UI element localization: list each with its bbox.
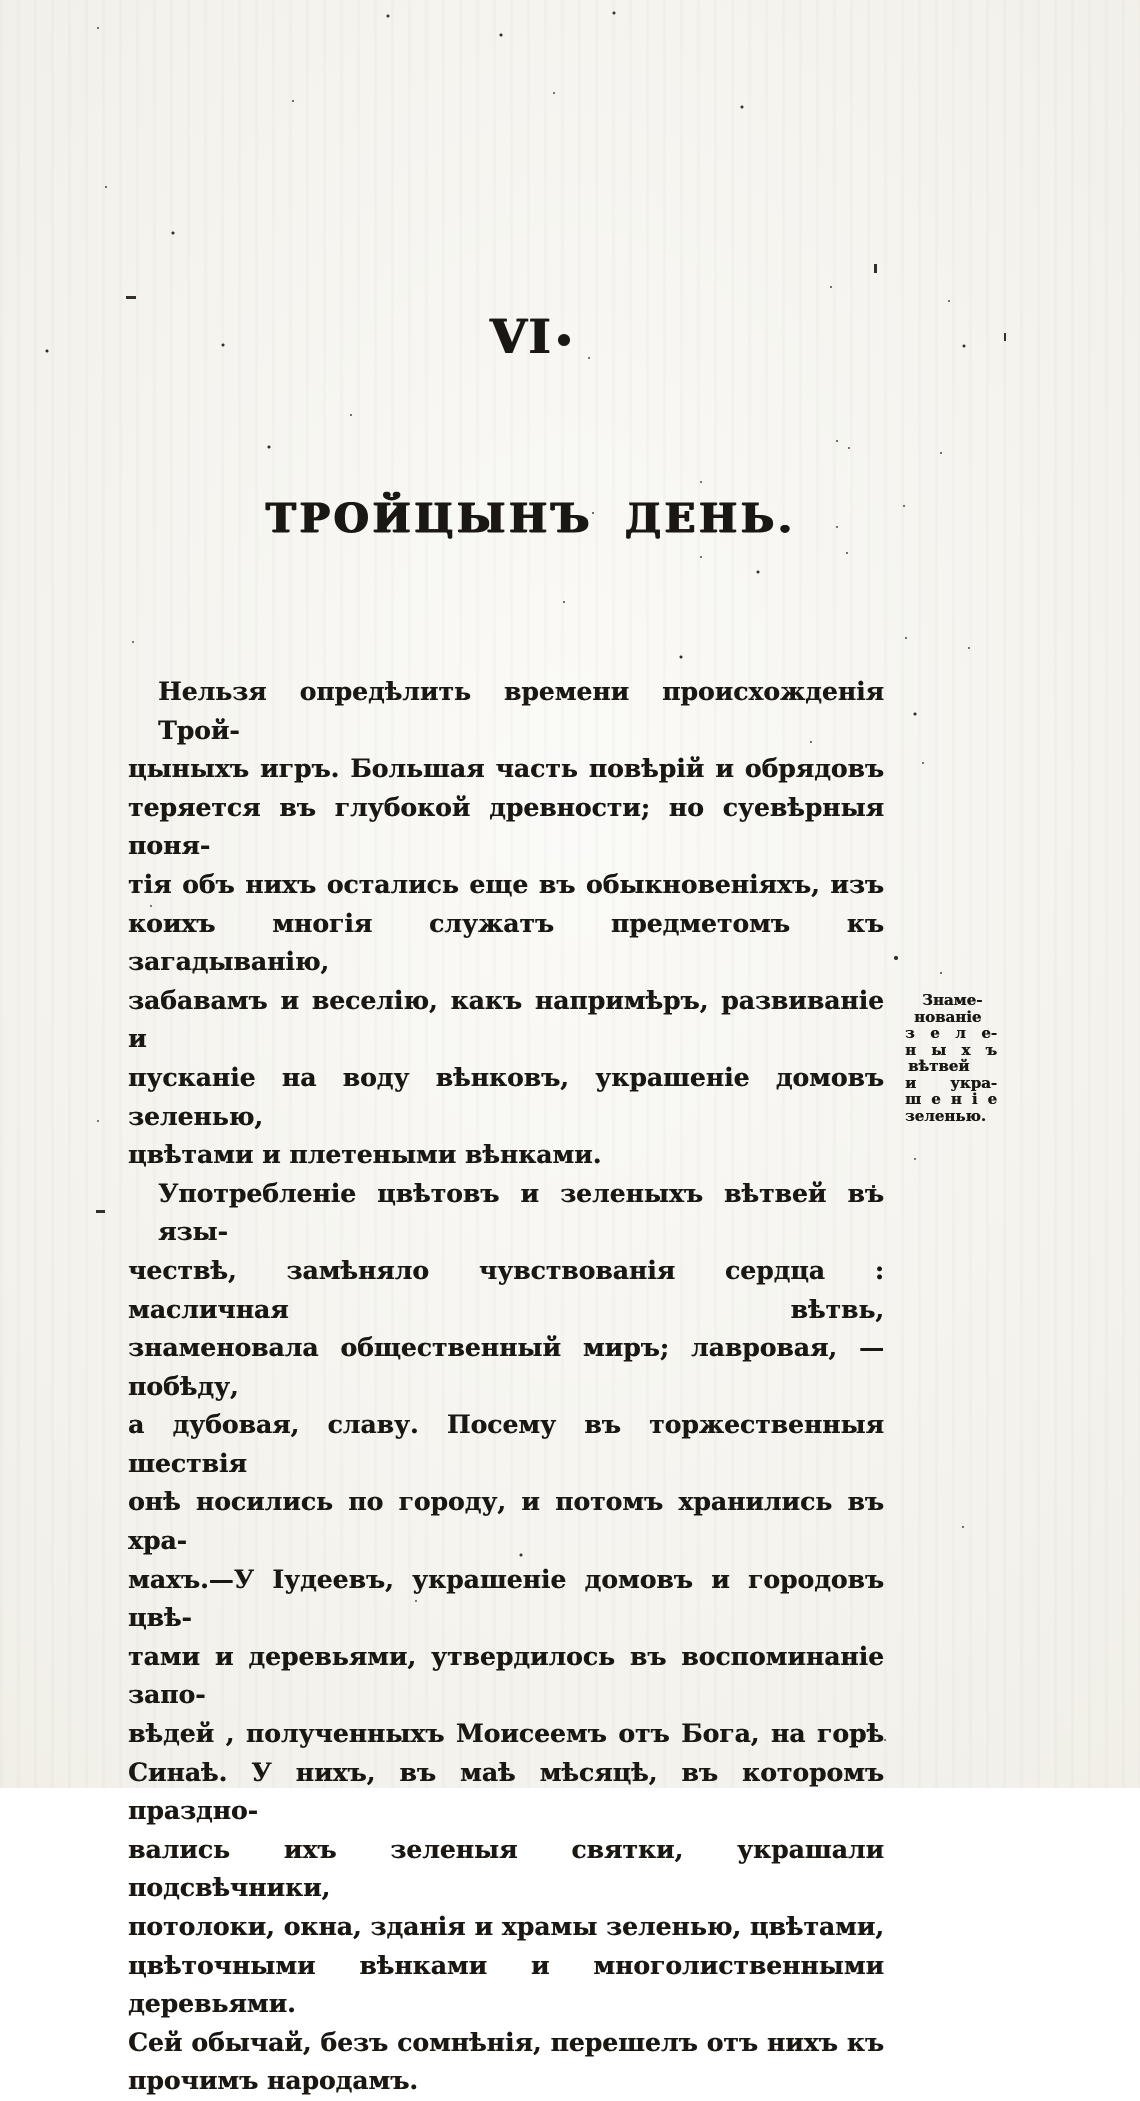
scan-noise-dash bbox=[96, 1210, 105, 1213]
body-line: тами и деревьями, утвердилось въ воспоминаніе запо- bbox=[128, 1641, 884, 1710]
page-title: ТРОЙЦЫНЪ ДЕНЬ. bbox=[266, 495, 796, 542]
body-line: цыныхъ игръ. Большая часть повѣрій и обрядовъ bbox=[128, 754, 884, 784]
scan-noise-tick bbox=[874, 264, 877, 273]
margin-note bbox=[905, 992, 997, 1124]
body-line: Употребленіе цвѣтовъ и зеленыхъ вѣтвей въ язы- bbox=[158, 1178, 884, 1247]
margin-note-line: н ы х ъ bbox=[905, 1040, 997, 1059]
body-line: цвѣтами и плетеными вѣнками. bbox=[128, 1140, 602, 1170]
body-line: а дубовая, славу. Посему въ торжественныя шествія bbox=[128, 1410, 884, 1478]
body-line: вѣдей , полученныхъ Моисеемъ отъ Бога, на горѣ bbox=[128, 1719, 884, 1749]
body-line: онѣ носились по городу, и потомъ хранились въ хра- bbox=[128, 1487, 884, 1556]
margin-note-line: ш е н і е bbox=[905, 1090, 997, 1108]
body-line: пусканіе на воду вѣнковъ, украшеніе домовъ зеленью, bbox=[128, 1062, 884, 1131]
body-text bbox=[128, 673, 884, 2101]
margin-note-line: и укра- bbox=[905, 1073, 997, 1092]
chapter-number-label: VI bbox=[490, 310, 553, 365]
body-line: Сей обычай, безъ сомнѣнія, перешелъ отъ нихъ къ bbox=[128, 2027, 884, 2057]
chapter-number bbox=[0, 310, 1060, 365]
body-line: тія объ нихъ остались еще въ обыкновеніяхъ, изъ bbox=[128, 869, 884, 899]
margin-note-line: зеленью. bbox=[905, 1106, 986, 1125]
scan-noise-specks bbox=[0, 0, 2, 2]
body-line: вались ихъ зеленыя святки, украшали подсвѣчники, bbox=[128, 1834, 884, 1903]
scan-noise-dash bbox=[126, 296, 136, 299]
body-line: чествѣ, замѣняло чувствованія сердца : масличная вѣтвь, bbox=[128, 1255, 884, 1324]
margin-note-line: вѣтвей bbox=[908, 1057, 970, 1075]
margin-note-line: Знаме- bbox=[922, 991, 983, 1009]
body-line: махъ.—У Іудеевъ, украшеніе домовъ и городовъ цвѣ- bbox=[128, 1564, 884, 1633]
body-line: прочимъ народамъ. bbox=[128, 2066, 419, 2096]
body-line: Синаѣ. У нихъ, въ маѣ мѣсяцѣ, въ которомъ праздно- bbox=[128, 1757, 884, 1826]
body-line: теряется въ глубокой древности; но суевѣрныя поня- bbox=[128, 792, 884, 861]
body-line: забавамъ и веселію, какъ напримѣръ, развиваніе и bbox=[128, 985, 884, 1054]
chapter-dot-icon bbox=[558, 334, 570, 346]
body-line: потолоки, окна, зданія и храмы зеленью, цвѣтами, bbox=[128, 1912, 884, 1941]
margin-note-line: нованіе bbox=[914, 1007, 982, 1026]
body-line: коихъ многія служатъ предметомъ къ загадыванію, bbox=[128, 908, 884, 977]
body-line: знаменовала общественный миръ; лавровая, — побѣду, bbox=[128, 1333, 884, 1401]
margin-note-line: з е л е- bbox=[905, 1024, 997, 1042]
body-line: цвѣточными вѣнками и многолиственными деревьями. bbox=[128, 1950, 884, 2019]
body-line: Нельзя опредѣлить времени происхожденія Трой- bbox=[158, 677, 884, 745]
